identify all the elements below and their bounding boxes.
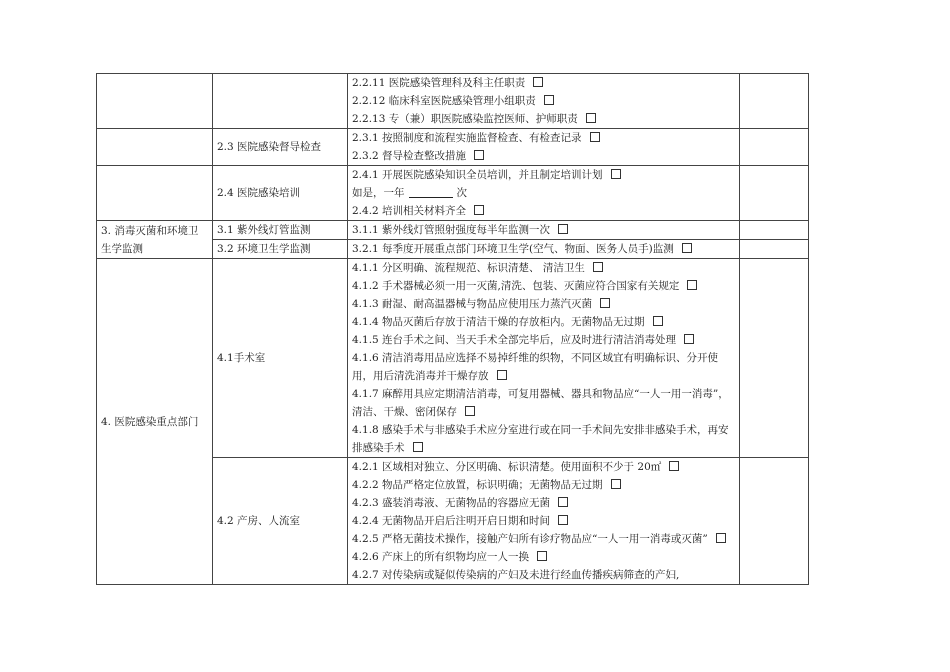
table-row [97,74,809,129]
item-text: 3.2.1 每季度开展重点部门环境卫生学(空气、物面、医务人员手)监测 [352,243,674,255]
remarks-cell [740,221,809,240]
content-cell [348,74,740,129]
table-row [97,166,809,221]
content-cell [348,259,740,458]
item-text: 4.1.1 分区明确、流程规范、标识清楚、 清洁卫生 [352,262,585,274]
checkbox[interactable] [653,316,663,326]
item-text: 4.1.5 连台手术之间、当天手术全部完毕后，应及时进行清洁消毒处理 [352,334,677,346]
item-text: 次 [456,187,467,199]
item-text: 2.3.2 督导检查整改措施 [352,150,467,162]
remarks-cell [740,166,809,221]
item-text: 如是，一年 [352,187,405,199]
checkbox[interactable] [682,243,692,253]
item-text: 2.2.13 专（兼）职医院感染监控医师、护师职责 [352,113,578,125]
content-cell [348,129,740,166]
subitem-cell [213,74,348,129]
category-cell [97,74,213,129]
item-text: 4.2.7 对传染病或疑似传染病的产妇及未进行经血传播疾病筛查的产妇, [352,569,680,581]
item-text: 4.1.2 手术器械必须一用一灭菌,清洗、包装、灭菌应符合国家有关规定 [352,280,680,292]
checkbox[interactable] [684,334,694,344]
item-text: 4.2.3 盛装消毒液、无菌物品的容器应无菌 [352,497,551,509]
checkbox[interactable] [590,132,600,142]
checkbox[interactable] [600,298,610,308]
checkbox[interactable] [465,406,475,416]
inspection-table [96,73,809,585]
remarks-cell [740,74,809,129]
category-cell [97,129,213,166]
checkbox[interactable] [611,169,621,179]
checkbox[interactable] [687,280,697,290]
checkbox[interactable] [558,497,568,507]
checkbox[interactable] [413,442,423,452]
checkbox[interactable] [537,551,547,561]
item-text: 4.1.4 物品灭菌后存放于清洁干燥的存放柜内。无菌物品无过期 [352,316,645,328]
checkbox[interactable] [558,224,568,234]
item-text: 3.1.1 紫外线灯管照射强度每半年监测一次 [352,224,551,236]
remarks-cell [740,259,809,458]
fill-blank[interactable] [409,186,453,198]
category-cell: 3. 消毒灭菌和环境卫生学监测 [97,221,213,259]
subitem-cell: 4.2 产房、人流室 [213,458,348,585]
item-text: 4.1.3 耐湿、耐高温器械与物品应使用压力蒸汽灭菌 [352,298,593,310]
item-text: 4.1.6 清洁消毒用品应选择不易掉纤维的织物，不同区域宜有明确标识、分开使用，用后清洗消毒并干燥存放 [352,352,719,382]
item-text: 2.2.12 临床科室医院感染管理小组职责 [352,95,536,107]
checkbox[interactable] [669,461,679,471]
checkbox[interactable] [716,533,726,543]
checkbox[interactable] [474,150,484,160]
remarks-cell [740,129,809,166]
table-row [97,259,809,458]
subitem-cell: 3.1 紫外线灯管监测 [213,221,348,240]
checkbox[interactable] [586,113,596,123]
item-text: 4.1.7 麻醉用具应定期清洁消毒，可复用器械、器具和物品应“一人一用一消毒”，清洁、干燥、密闭保存 [352,388,729,418]
item-text: 4.2.1 区域相对独立、分区明确、标识清楚。使用面积不少于 20㎡ [352,461,662,473]
subitem-cell: 2.4 医院感染培训 [213,166,348,221]
content-cell [348,458,740,585]
category-cell [97,166,213,221]
checkbox[interactable] [533,77,543,87]
item-text: 4.1.8 感染手术与非感染手术应分室进行或在同一手术间先安排非感染手术，再安排感染手术 [352,424,729,454]
item-text: 4.2.2 物品严格定位放置，标识明确；无菌物品无过期 [352,479,603,491]
checkbox[interactable] [497,370,507,380]
item-text: 2.3.1 按照制度和流程实施监督检查、有检查记录 [352,132,582,144]
content-cell [348,221,740,240]
item-text: 2.2.11 医院感染管理科及科主任职责 [352,77,526,89]
category-cell: 4. 医院感染重点部门 [97,259,213,585]
checkbox[interactable] [474,205,484,215]
subitem-cell: 2.3 医院感染督导检查 [213,129,348,166]
item-text: 2.4.2 培训相关材料齐全 [352,205,467,217]
checkbox[interactable] [593,262,603,272]
content-cell [348,240,740,259]
subitem-cell: 3.2 环境卫生学监测 [213,240,348,259]
item-text: 2.4.1 开展医院感染知识全员培训，并且制定培训计划 [352,169,603,181]
item-text: 4.2.4 无菌物品开启后注明开启日期和时间 [352,515,551,527]
table-row [97,129,809,166]
checkbox[interactable] [611,479,621,489]
content-cell [348,166,740,221]
item-text: 4.2.6 产床上的所有织物均应一人一换 [352,551,530,563]
checkbox[interactable] [544,95,554,105]
remarks-cell [740,458,809,585]
table-row [97,221,809,240]
remarks-cell [740,240,809,259]
subitem-cell: 4.1手术室 [213,259,348,458]
checkbox[interactable] [558,515,568,525]
item-text: 4.2.5 严格无菌技术操作，接触产妇所有诊疗物品应“一人一用一消毒或灭菌” [352,533,708,545]
